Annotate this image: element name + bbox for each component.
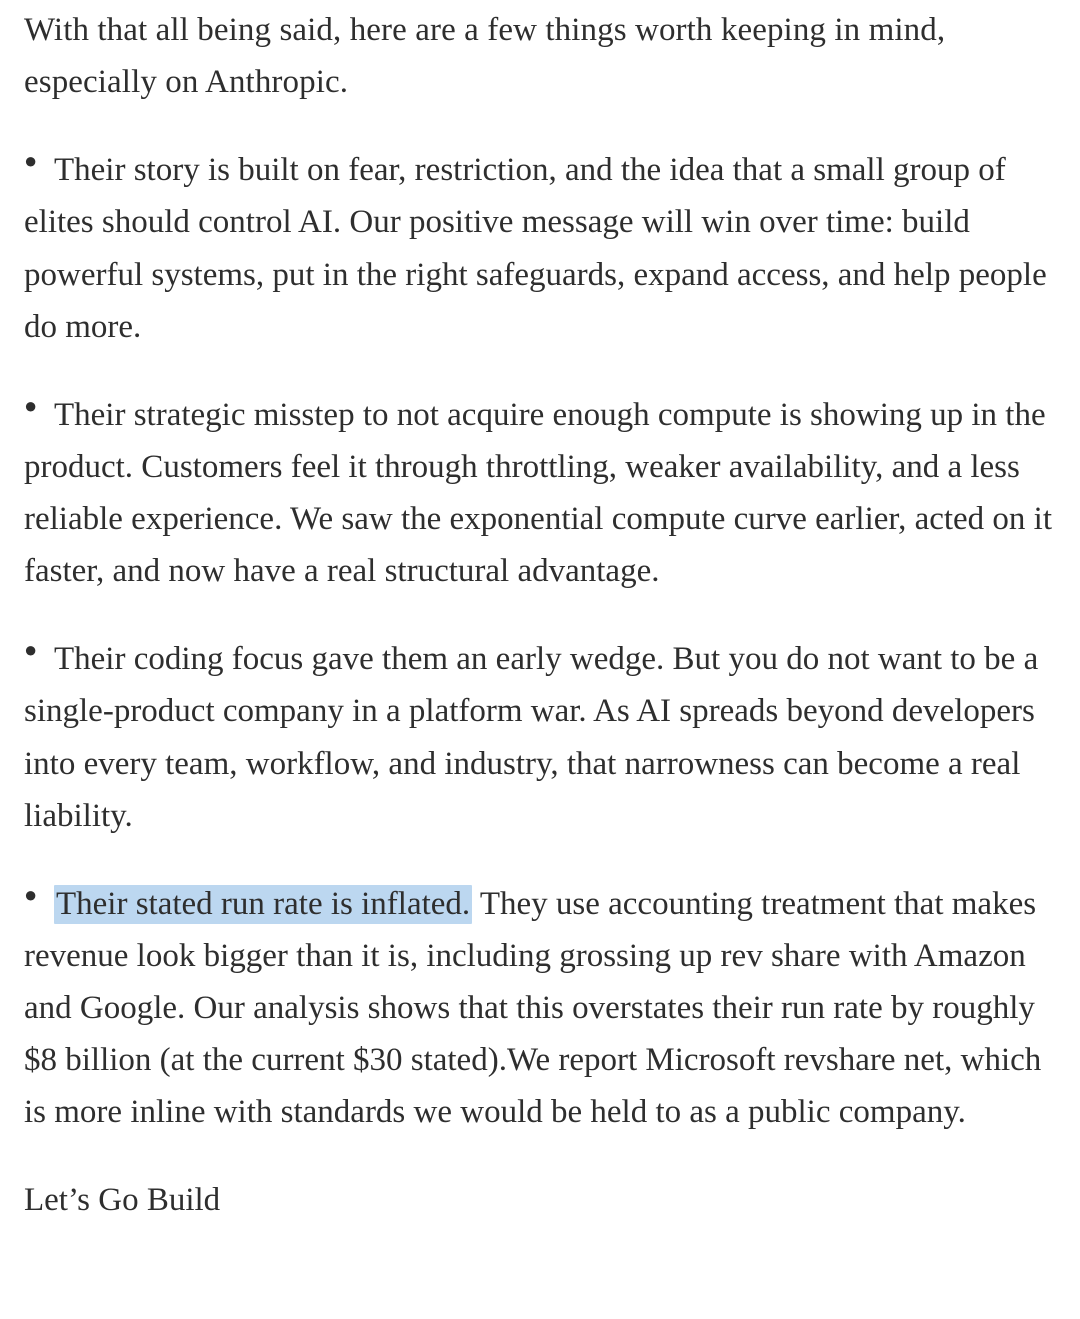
highlighted-text[interactable]: Their stated run rate is inflated. (56, 885, 471, 922)
list-item (24, 389, 1058, 598)
bullet-icon: ● (24, 637, 38, 663)
bullet-icon: ● (24, 148, 38, 174)
document-page (0, 4, 1080, 1319)
bullet-icon: ● (24, 881, 38, 907)
bullet-icon: ● (24, 392, 38, 418)
closing-line: Let’s Go Build (24, 1182, 221, 1219)
list-item-text: They use accounting treatment that makes revenue look bigger than it is, including grossing up rev share with Amazon and Google. Our analysis shows that this overstates their run rate by roughly $8 billion (at the current $30 stated).We report Microsoft revshare net, which is more inline with standards we would be held to as a public company. (24, 885, 1042, 1131)
list-item-text: Their coding focus gave them an early wedge. But you do not want to be a single-product company in a platform war. As AI spreads beyond developers into every team, workflow, and industry, that narrowness can become a real liability. (24, 641, 1039, 834)
list-item (24, 144, 1058, 353)
list-item-text: Their strategic misstep to not acquire enough compute is showing up in the product. Customers feel it through throttling, weaker availability, and a less reliable experience. We saw the exponential compute curve earlier, acted on it faster, and now have a real structural advantage. (24, 396, 1053, 590)
list-item (24, 633, 1058, 842)
list-item-highlighted (24, 878, 1058, 1139)
intro-paragraph: With that all being said, here are a few things worth keeping in mind, especially on Anthropic. (24, 12, 946, 101)
list-item-text: Their story is built on fear, restriction, and the idea that a small group of elites should control AI. Our positive message will win over time: build powerful systems, put in the right safeguards, expand access, and help people do more. (24, 152, 1047, 345)
